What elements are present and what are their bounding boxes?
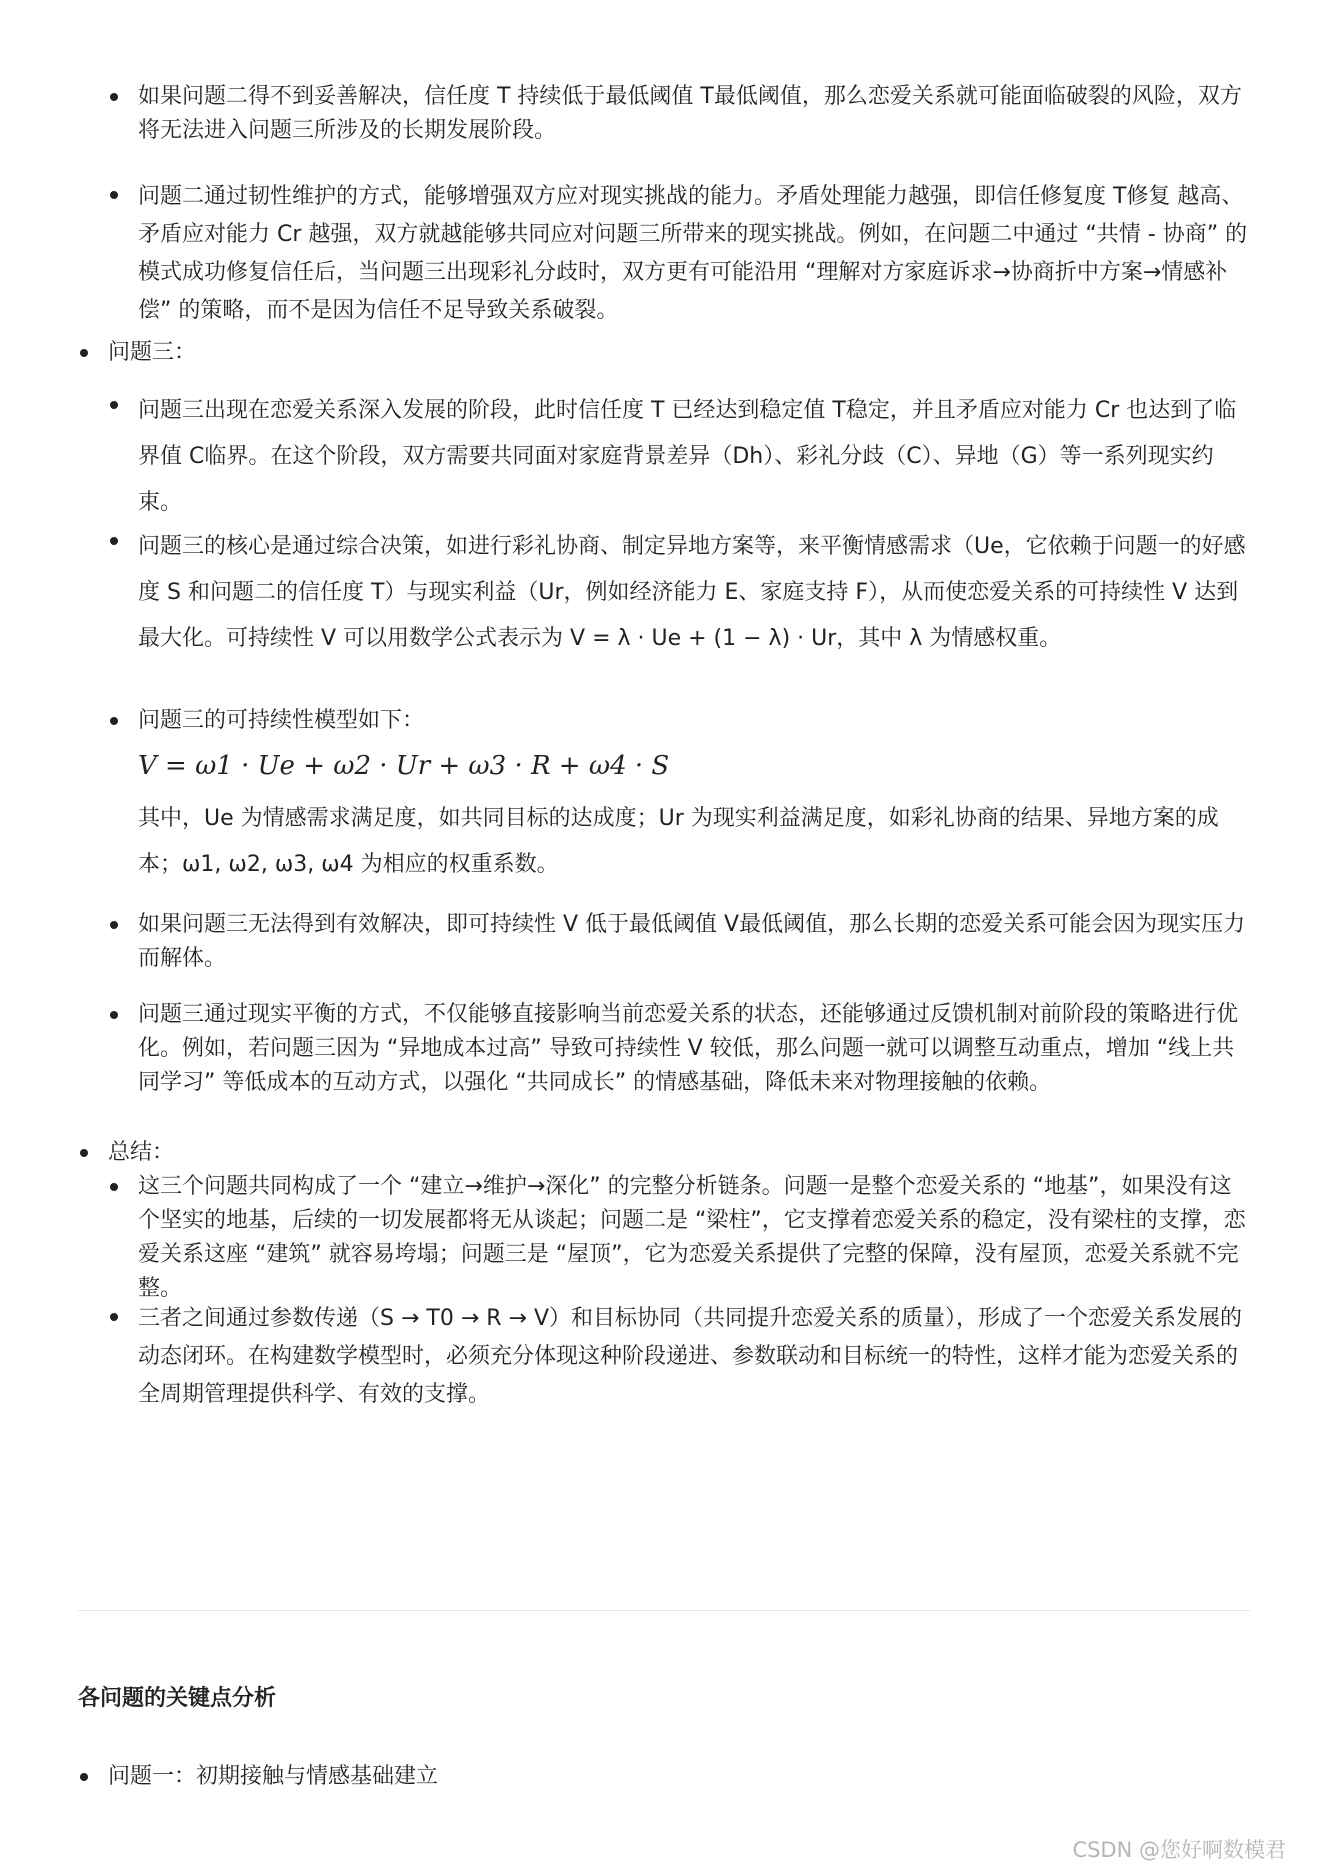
sustainability-formula: V = ω1 · Ue + ω2 · Ur + ω3 · R + ω4 · S [138, 751, 670, 781]
bullet-q3-core: 问题三的核心是通过综合决策，如进行彩礼协商、制定异地方案等，来平衡情感需求（Ue，它依赖于问题一的好感度 S 和问题二的信任度 T）与现实利益（Ur，例如经济能力 E、家庭支持 F），从而使恋爱关系的可持续性 V 达到最大化。可持续性 V 可以用数学公式表示为 V = λ · Ue + (1 − λ) · Ur，其中 λ 为情感权重。 [138, 524, 1248, 662]
bullet-dot [80, 349, 88, 357]
csdn-watermark: CSDN @您好啊数模君 [1072, 1838, 1286, 1862]
bullet-dot [110, 93, 118, 101]
bullet-dot [110, 537, 118, 545]
bullet-q1-item: 问题一：初期接触与情感基础建立 [108, 1760, 1238, 1794]
bullet-dot [110, 1313, 118, 1321]
bullet-dot [110, 191, 118, 199]
bullet-dot [80, 1149, 88, 1157]
bullet-q3-stage: 问题三出现在恋爱关系深入发展的阶段，此时信任度 T 已经达到稳定值 T稳定，并且矛盾应对能力 Cr 也达到了临界值 C临界。在这个阶段，双方需要共同面对家庭背景差异（Dh）、彩礼分歧（C）、异地（G）等一系列现实约束。 [138, 388, 1248, 526]
bullet-dot [110, 401, 118, 409]
bullet-dot [110, 1011, 118, 1019]
bullet-summary-chain: 这三个问题共同构成了一个 “建立→维护→深化” 的完整分析链条。问题一是整个恋爱关系的 “地基”，如果没有这个坚实的地基，后续的一切发展都将无从谈起；问题二是 “梁柱”，它支撑着恋爱关系的稳定，没有梁柱的支撑，恋爱关系这座 “建筑” 就容易垮塌；问题三是 “屋顶”，它为恋爱关系提供了完整的保障，没有屋顶，恋爱关系就不完整。 [138, 1170, 1248, 1306]
bullet-dot [110, 1183, 118, 1191]
bullet-summary-loop: 三者之间通过参数传递（S → T0 → R → V）和目标协同（共同提升恋爱关系的质量），形成了一个恋爱关系发展的动态闭环。在构建数学模型时，必须充分体现这种阶段递进、参数联动和目标统一的特性，这样才能为恋爱关系的全周期管理提供科学、有效的支撑。 [138, 1300, 1248, 1414]
bullet-dot [110, 921, 118, 929]
bullet-q3-model: 问题三的可持续性模型如下： [138, 704, 1248, 738]
bullet-q3-feedback: 问题三通过现实平衡的方式，不仅能够直接影响当前恋爱关系的状态，还能够通过反馈机制对前阶段的策略进行优化。例如，若问题三因为 “异地成本过高” 导致可持续性 V 较低，那么问题一就可以调整互动重点，增加 “线上共同学习” 等低成本的互动方式，以强化 “共同成长” 的情感基础，降低未来对物理接触的依赖。 [138, 998, 1248, 1100]
bullet-q2-failure: 如果问题二得不到妥善解决，信任度 T 持续低于最低阈值 T最低阈值，那么恋爱关系就可能面临破裂的风险，双方将无法进入问题三所涉及的长期发展阶段。 [138, 80, 1248, 148]
section-divider [78, 1610, 1250, 1611]
formula-explanation: 其中，Ue 为情感需求满足度，如共同目标的达成度；Ur 为现实利益满足度，如彩礼协商的结果、异地方案的成本；ω1, ω2, ω3, ω4 为相应的权重系数。 [138, 806, 1219, 877]
bullet-dot [80, 1773, 88, 1781]
bullet-dot [110, 717, 118, 725]
bullet-q3-failure: 如果问题三无法得到有效解决，即可持续性 V 低于最低阈值 V最低阈值，那么长期的恋爱关系可能会因为现实压力而解体。 [138, 908, 1248, 976]
bullet-q2-resilience: 问题二通过韧性维护的方式，能够增强双方应对现实挑战的能力。矛盾处理能力越强，即信任修复度 T修复 越高、矛盾应对能力 Cr 越强，双方就越能够共同应对问题三所带来的现实挑战。例如，在问题二中通过 “共情 - 协商” 的模式成功修复信任后，当问题三出现彩礼分歧时，双方更有可能沿用 “理解对方家庭诉求→协商折中方案→情感补偿” 的策略，而不是因为信任不足导致关系破裂。 [138, 178, 1248, 330]
bullet-q3-label: 问题三： [108, 336, 1238, 370]
section-heading: 各问题的关键点分析 [78, 1686, 277, 1711]
bullet-summary-label: 总结： [108, 1136, 1238, 1170]
